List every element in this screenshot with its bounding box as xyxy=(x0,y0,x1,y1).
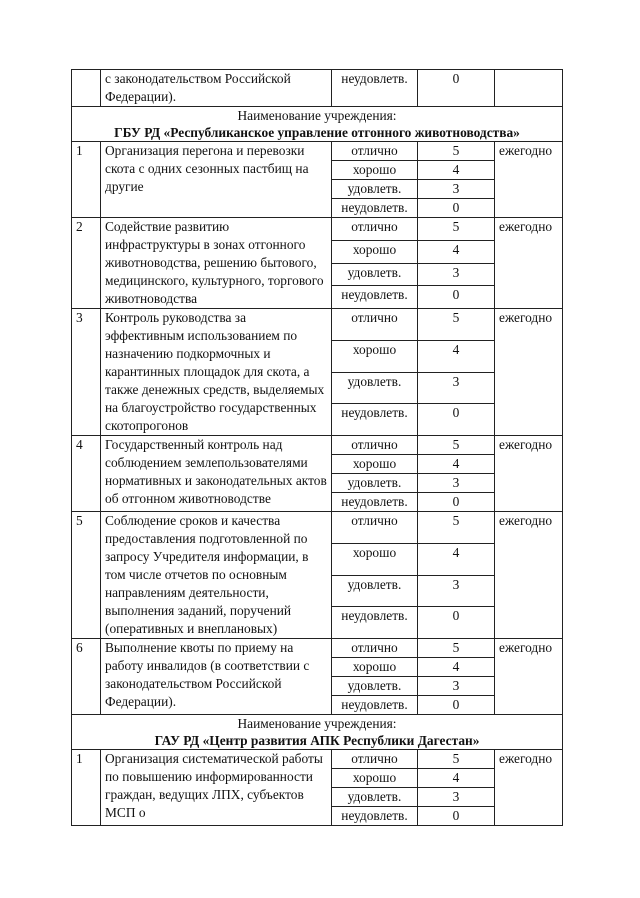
score-cell: 5 xyxy=(418,309,495,341)
grade-cell: удовлетв. xyxy=(332,372,418,404)
grade-cell: хорошо xyxy=(332,455,418,474)
row-description: Содействие развитию инфраструктуры в зонах отгонного животноводства, решению бытового, медицинского, культурного, торгового животноводства xyxy=(101,218,332,309)
section-label: Наименование учреждения: xyxy=(237,716,397,731)
table-row xyxy=(72,750,563,769)
section-title: ГБУ РД «Республиканское управление отгонного животноводства» xyxy=(114,125,520,140)
score-cell: 3 xyxy=(418,575,495,607)
row-description: Государственный контроль над соблюдением землепользователями нормативных и законодательных актов об отгонном животноводстве xyxy=(101,436,332,512)
table-row xyxy=(72,512,563,544)
table-row xyxy=(72,218,563,241)
grade-cell: хорошо xyxy=(332,543,418,575)
evaluation-table-body xyxy=(72,70,563,826)
score-cell: 3 xyxy=(418,263,495,286)
grade-cell: отлично xyxy=(332,750,418,769)
grade-cell: отлично xyxy=(332,142,418,161)
row-description: Выполнение квоты по приему на работу инвалидов (в соответствии с законодательством Российской Федерации). xyxy=(101,639,332,715)
frequency-cell: ежегодно xyxy=(495,750,563,826)
grade-cell: неудовлетв. xyxy=(332,493,418,512)
section-header-row xyxy=(72,107,563,142)
row-description: Организация систематической работы по повышению информированности граждан, ведущих ЛПХ, субъектов МСП о xyxy=(101,750,332,826)
grade-cell: неудовлетв. xyxy=(332,199,418,218)
table-row xyxy=(72,142,563,161)
row-description: с законодательством Российской Федерации). xyxy=(101,70,332,107)
score-cell: 5 xyxy=(418,142,495,161)
score-cell: 0 xyxy=(418,199,495,218)
row-number: 3 xyxy=(72,309,101,436)
score-cell: 0 xyxy=(418,70,495,107)
row-description: Организация перегона и перевозки скота с одних сезонных пастбищ на другие xyxy=(101,142,332,218)
score-cell: 4 xyxy=(418,658,495,677)
grade-cell: хорошо xyxy=(332,340,418,372)
score-cell: 5 xyxy=(418,750,495,769)
section-header-row xyxy=(72,715,563,750)
score-cell: 0 xyxy=(418,493,495,512)
score-cell: 3 xyxy=(418,788,495,807)
frequency-cell: ежегодно xyxy=(495,309,563,436)
grade-cell: хорошо xyxy=(332,240,418,263)
grade-cell: удовлетв. xyxy=(332,474,418,493)
section-header xyxy=(72,107,563,142)
score-cell: 0 xyxy=(418,286,495,309)
score-cell: 5 xyxy=(418,436,495,455)
score-cell: 0 xyxy=(418,404,495,436)
frequency-cell: ежегодно xyxy=(495,639,563,715)
score-cell: 4 xyxy=(418,340,495,372)
score-cell: 4 xyxy=(418,455,495,474)
score-cell: 0 xyxy=(418,696,495,715)
grade-cell: отлично xyxy=(332,512,418,544)
score-cell: 3 xyxy=(418,180,495,199)
grade-cell: неудовлетв. xyxy=(332,404,418,436)
row-number-cell xyxy=(72,70,101,107)
row-number: 2 xyxy=(72,218,101,309)
grade-cell: удовлетв. xyxy=(332,788,418,807)
grade-cell: неудовлетв. xyxy=(332,607,418,639)
frequency-cell: ежегодно xyxy=(495,512,563,639)
score-cell: 0 xyxy=(418,807,495,826)
section-header xyxy=(72,715,563,750)
section-label: Наименование учреждения: xyxy=(237,108,397,123)
score-cell: 3 xyxy=(418,372,495,404)
grade-cell: хорошо xyxy=(332,769,418,788)
grade-cell: неудовлетв. xyxy=(332,696,418,715)
grade-cell: отлично xyxy=(332,639,418,658)
row-number: 1 xyxy=(72,750,101,826)
frequency-cell: ежегодно xyxy=(495,436,563,512)
grade-cell: отлично xyxy=(332,436,418,455)
score-cell: 4 xyxy=(418,543,495,575)
frequency-cell: ежегодно xyxy=(495,142,563,218)
grade-cell: неудовлетв. xyxy=(332,286,418,309)
grade-cell: удовлетв. xyxy=(332,575,418,607)
frequency-cell xyxy=(495,70,563,107)
table-row xyxy=(72,639,563,658)
row-number: 1 xyxy=(72,142,101,218)
score-cell: 3 xyxy=(418,474,495,493)
score-cell: 5 xyxy=(418,218,495,241)
table-row xyxy=(72,436,563,455)
score-cell: 5 xyxy=(418,512,495,544)
row-number: 5 xyxy=(72,512,101,639)
row-description: Контроль руководства за эффективным использованием по назначению подкормочных и карантинных площадок для скота, а также денежных средств, выделяемых на благоустройство государственных скотопрогонов xyxy=(101,309,332,436)
score-cell: 4 xyxy=(418,161,495,180)
grade-cell: неудовлетв. xyxy=(332,70,418,107)
frequency-cell: ежегодно xyxy=(495,218,563,309)
score-cell: 4 xyxy=(418,769,495,788)
grade-cell: хорошо xyxy=(332,658,418,677)
grade-cell: отлично xyxy=(332,309,418,341)
section-title: ГАУ РД «Центр развития АПК Республики Дагестан» xyxy=(154,733,480,748)
row-description: Соблюдение сроков и качества предоставления подготовленной по запросу Учредителя информации, в том числе отчетов по основным направлениям деятельности, выполнения заданий, поручений (оперативных и внеплановых) xyxy=(101,512,332,639)
score-cell: 0 xyxy=(418,607,495,639)
grade-cell: отлично xyxy=(332,218,418,241)
table-row xyxy=(72,70,563,107)
table-row xyxy=(72,309,563,341)
score-cell: 3 xyxy=(418,677,495,696)
row-number: 6 xyxy=(72,639,101,715)
grade-cell: удовлетв. xyxy=(332,180,418,199)
grade-cell: удовлетв. xyxy=(332,263,418,286)
evaluation-table xyxy=(71,69,563,826)
row-number: 4 xyxy=(72,436,101,512)
score-cell: 4 xyxy=(418,240,495,263)
grade-cell: хорошо xyxy=(332,161,418,180)
grade-cell: удовлетв. xyxy=(332,677,418,696)
score-cell: 5 xyxy=(418,639,495,658)
grade-cell: неудовлетв. xyxy=(332,807,418,826)
